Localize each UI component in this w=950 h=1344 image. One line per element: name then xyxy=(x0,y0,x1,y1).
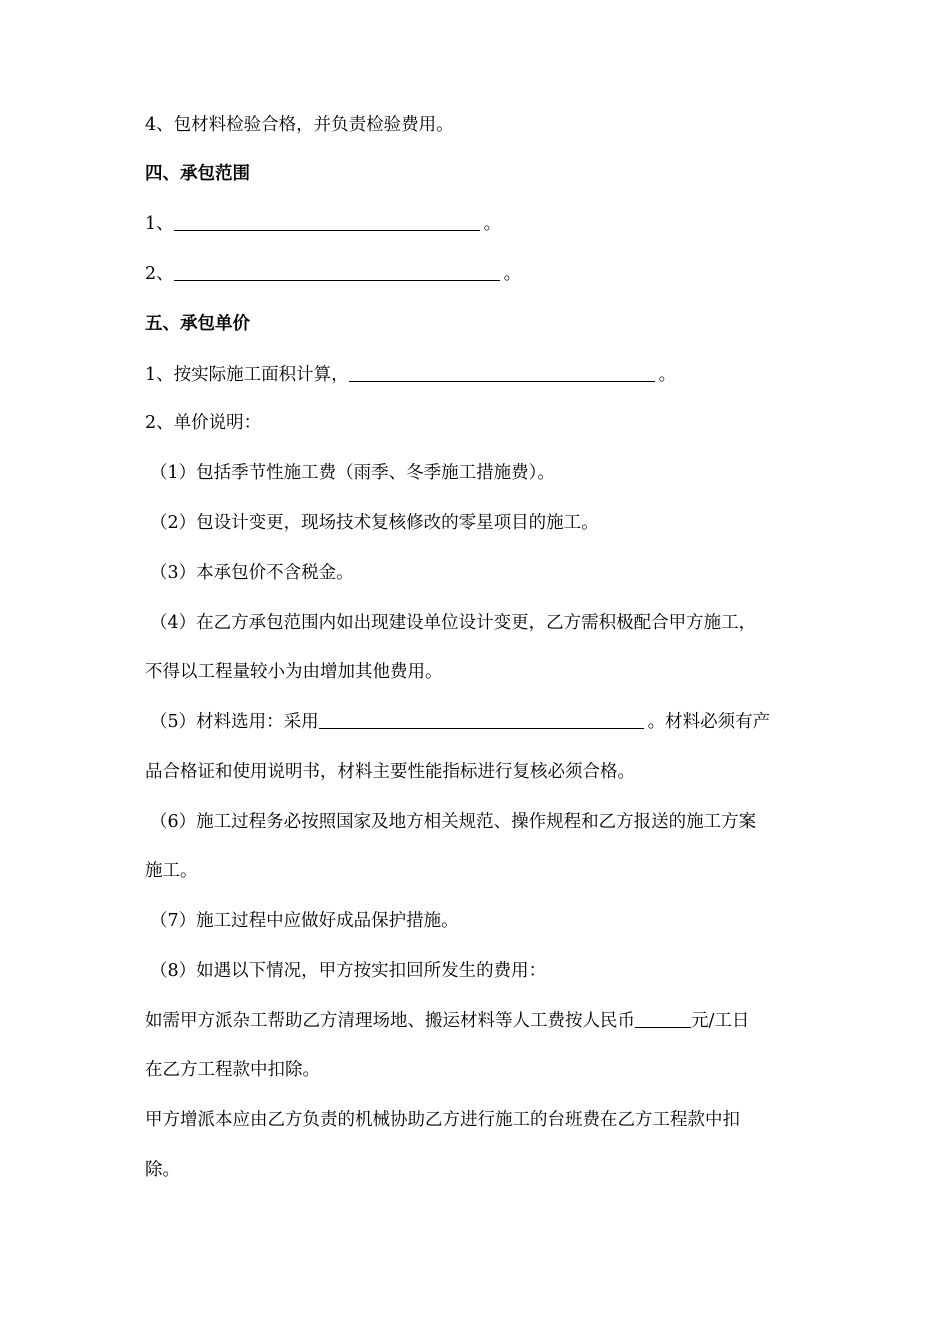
price-note-8: （8）如遇以下情况，甲方按实扣回所发生的费用： xyxy=(150,961,547,981)
item-4-text: 4、包材料检验合格，并负责检验费用。 xyxy=(145,115,454,135)
fee-item-1-text: 如需甲方派杂工帮助乙方清理场地、搬运材料等人工费按人民币 xyxy=(145,1011,635,1031)
scope-item-2-end: 。 xyxy=(503,264,522,284)
price-note-5-blank xyxy=(319,710,644,729)
price-note-4-line2: 不得以工程量较小为由增加其他费用。 xyxy=(145,662,443,682)
price-note-6-line1: （6）施工过程务必按照国家及地方相关规范、操作规程和乙方报送的施工方案 xyxy=(150,812,757,832)
price-note-2: （2）包设计变更，现场技术复核修改的零星项目的施工。 xyxy=(150,513,599,533)
fee-item-1-line2: 在乙方工程款中扣除。 xyxy=(145,1060,320,1080)
price-item-1-text: 1、按实际施工面积计算， xyxy=(145,365,349,385)
price-note-4-line1: （4）在乙方承包范围内如出现建设单位设计变更，乙方需积极配合甲方施工， xyxy=(150,613,757,633)
fee-item-1-unit: 元/工日 xyxy=(691,1011,750,1031)
price-item-1 xyxy=(145,363,676,387)
section-heading-unit-price: 五、承包单价 xyxy=(145,314,250,334)
price-note-5-line1 xyxy=(150,710,770,734)
price-note-7: （7）施工过程中应做好成品保护措施。 xyxy=(150,911,459,931)
fee-item-2-line2: 除。 xyxy=(145,1160,180,1180)
price-item-1-blank xyxy=(349,363,655,382)
scope-item-1-blank xyxy=(174,212,480,231)
price-item-2: 2、单价说明： xyxy=(145,413,262,433)
price-note-1: （1）包括季节性施工费（雨季、冬季施工措施费）。 xyxy=(150,463,555,483)
price-note-6-line2: 施工。 xyxy=(145,861,198,881)
price-note-5-text: （5）材料选用：采用 xyxy=(150,712,319,732)
price-note-5-line2: 品合格证和使用说明书，材料主要性能指标进行复核必须合格。 xyxy=(145,762,635,782)
scope-item-2-blank xyxy=(174,262,500,281)
scope-item-1-label: 1、 xyxy=(145,214,174,234)
price-note-5-cont: 。材料必须有产 xyxy=(647,712,771,732)
price-note-3: （3）本承包价不含税金。 xyxy=(150,563,354,583)
price-item-1-end: 。 xyxy=(658,365,677,385)
scope-item-1 xyxy=(145,212,501,236)
section-heading-scope: 四、承包范围 xyxy=(145,164,250,184)
fee-item-1-blank xyxy=(635,1009,691,1028)
fee-item-1-line1 xyxy=(145,1009,749,1033)
fee-item-2-line1: 甲方增派本应由乙方负责的机械协助乙方进行施工的台班费在乙方工程款中扣 xyxy=(145,1110,740,1130)
scope-item-1-end: 。 xyxy=(483,214,502,234)
scope-item-2-label: 2、 xyxy=(145,264,174,284)
scope-item-2 xyxy=(145,262,521,286)
